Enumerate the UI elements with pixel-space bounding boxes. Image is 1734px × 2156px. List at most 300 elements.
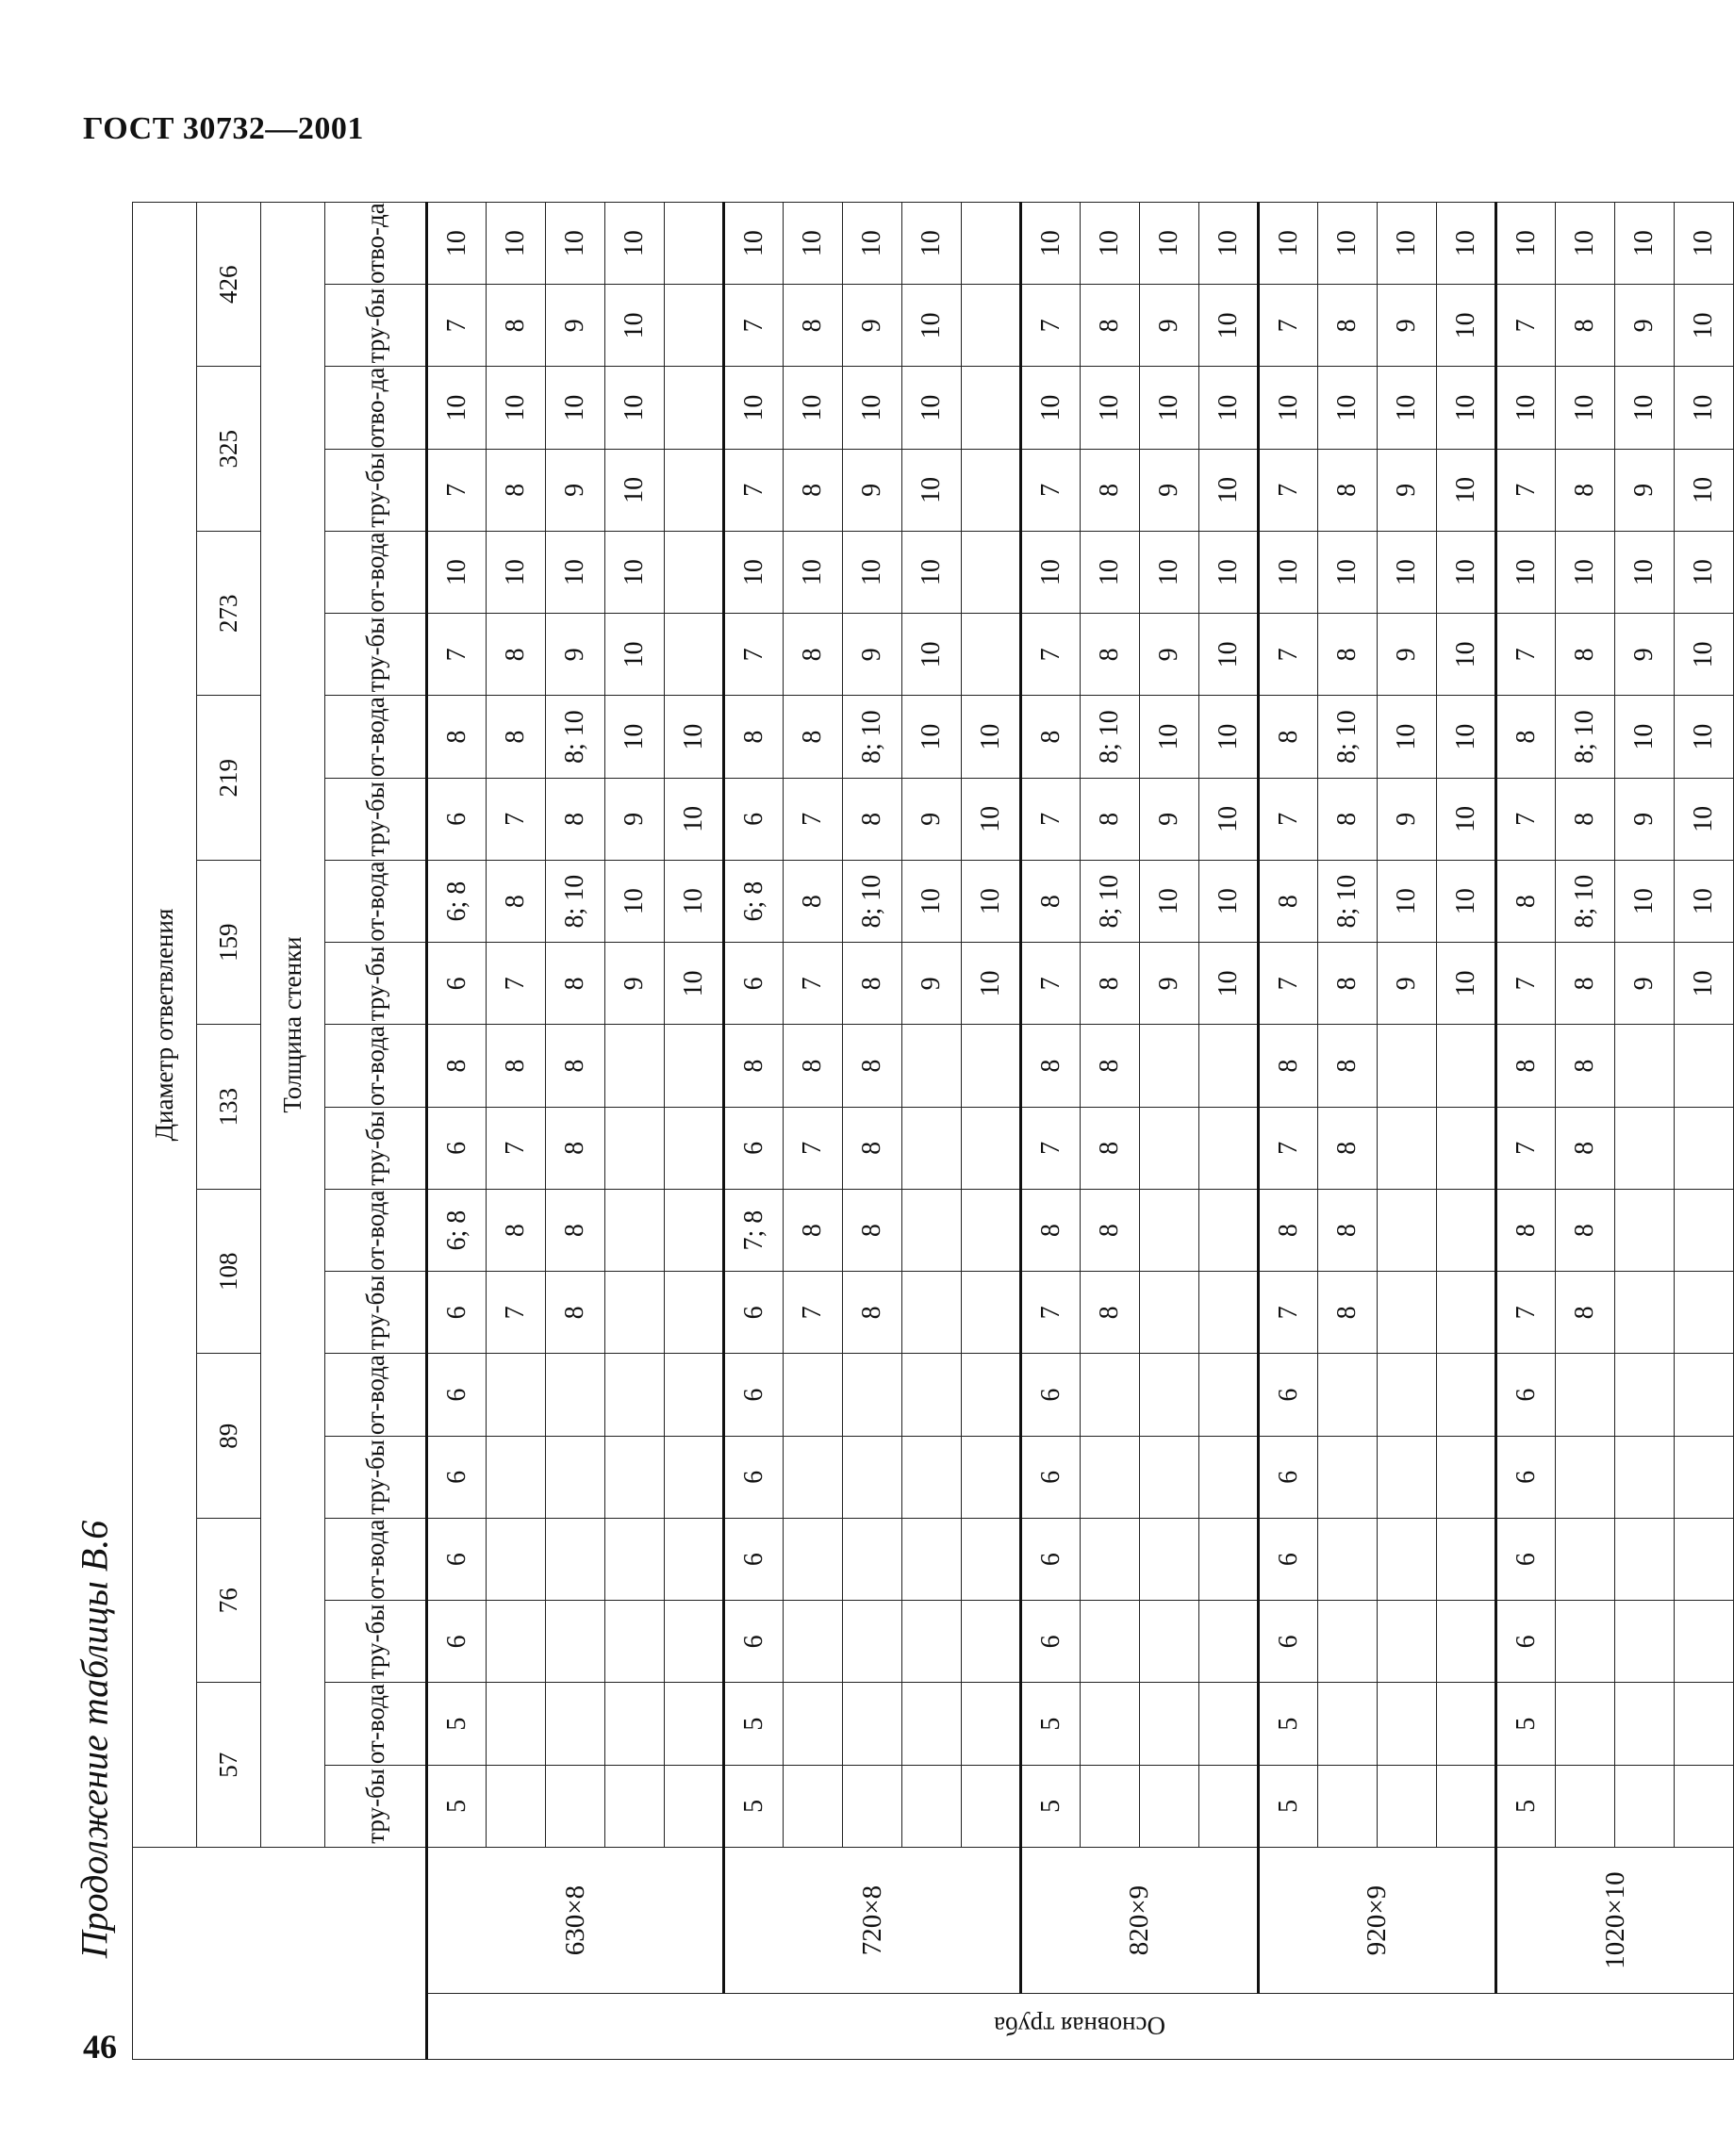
table-cell: 10 [1437, 778, 1496, 860]
table-cell: 10 [605, 614, 665, 696]
table-cell: 8 [1081, 1025, 1140, 1107]
table-cell [843, 1765, 902, 1847]
table-cell: 6; 8 [427, 861, 487, 943]
table-cell [1675, 1601, 1734, 1683]
table-cell: 6 [1021, 1436, 1081, 1518]
table-row [724, 203, 784, 2060]
table-cell [902, 1190, 962, 1272]
table-cell: 5 [1496, 1765, 1556, 1847]
table-cell: 9 [605, 778, 665, 860]
table-cell: 8 [1556, 1272, 1615, 1354]
table-cell [1140, 1025, 1199, 1107]
table-cell: 5 [1496, 1683, 1556, 1765]
table-cell: 10 [1378, 367, 1437, 449]
table-row [1259, 203, 1318, 2060]
table-cell: 6 [1259, 1436, 1318, 1518]
table-cell: 8 [487, 696, 546, 778]
table-row [665, 203, 724, 2060]
subheader-pipe: тру-бы [325, 1601, 427, 1683]
table-cell [1437, 1107, 1496, 1189]
table-cell: 10 [487, 532, 546, 614]
table-cell: 10 [665, 696, 724, 778]
table-cell: 7 [1496, 449, 1556, 531]
table-cell: 8 [546, 943, 605, 1025]
table-cell: 9 [1615, 614, 1675, 696]
table-cell: 9 [1378, 943, 1437, 1025]
table-cell: 10 [665, 943, 724, 1025]
table-cell: 7 [1021, 1107, 1081, 1189]
table-cell: 8 [1318, 943, 1378, 1025]
table-cell: 10 [605, 532, 665, 614]
table-cell [1378, 1519, 1437, 1601]
table-cell [1437, 1436, 1496, 1518]
table-cell: 10 [1021, 532, 1081, 614]
header-row-subheaders [325, 203, 427, 2060]
table-cell: 8 [1021, 861, 1081, 943]
table-cell [1675, 1354, 1734, 1436]
table-row [427, 203, 487, 2060]
table-cell: 10 [665, 861, 724, 943]
table-cell: 8; 10 [843, 861, 902, 943]
table-cell: 10 [1140, 861, 1199, 943]
diameter-325: 325 [197, 367, 261, 532]
table-cell: 8 [1556, 943, 1615, 1025]
page-number: 46 [83, 2028, 117, 2065]
table-cell: 8 [1081, 943, 1140, 1025]
table-cell: 9 [1140, 285, 1199, 367]
table-cell [1615, 1190, 1675, 1272]
subheader-pipe: тру-бы [325, 614, 427, 696]
table-cell: 7 [487, 1107, 546, 1189]
table-cell: 9 [546, 614, 605, 696]
document-header: ГОСТ 30732—2001 [83, 111, 364, 146]
diameter-159: 159 [197, 861, 261, 1026]
table-cell: 9 [902, 943, 962, 1025]
table-cell [962, 1272, 1021, 1354]
table-cell: 10 [1140, 203, 1199, 285]
table-cell [665, 1025, 724, 1107]
table-cell: 10 [1378, 696, 1437, 778]
table-cell: 10 [1437, 943, 1496, 1025]
table-cell [902, 1025, 962, 1107]
table-row [1378, 203, 1437, 2060]
wall-thickness-header: Толщина стенки [261, 203, 325, 1848]
table-cell: 8 [784, 696, 843, 778]
table-cell [784, 1601, 843, 1683]
table-cell: 8 [1318, 285, 1378, 367]
table-cell: 10 [1437, 532, 1496, 614]
table-cell: 6 [724, 1519, 784, 1601]
table-cell: 8 [1556, 1025, 1615, 1107]
table-cell [605, 1354, 665, 1436]
table-cell: 8 [843, 1272, 902, 1354]
table-cell: 10 [1021, 367, 1081, 449]
table-cell [1556, 1683, 1615, 1765]
table-cell [1675, 1272, 1734, 1354]
table-cell: 6 [1496, 1601, 1556, 1683]
table-cell: 10 [605, 696, 665, 778]
table-cell: 9 [1615, 943, 1675, 1025]
table-cell: 10 [1140, 532, 1199, 614]
table-cell [1199, 1025, 1259, 1107]
table-cell: 7 [487, 943, 546, 1025]
table-cell [902, 1601, 962, 1683]
table-cell: 7 [784, 778, 843, 860]
table-cell: 8 [1259, 696, 1318, 778]
diameter-273: 273 [197, 532, 261, 697]
table-cell [843, 1354, 902, 1436]
table-cell [962, 1601, 1021, 1683]
table-cell [1140, 1107, 1199, 1189]
table-row [1021, 203, 1081, 2060]
table-cell: 10 [427, 203, 487, 285]
table-cell: 10 [546, 203, 605, 285]
table-cell [665, 1601, 724, 1683]
table-cell [1615, 1272, 1675, 1354]
table-cell: 10 [1437, 861, 1496, 943]
table-cell: 7 [724, 449, 784, 531]
table-cell: 9 [1378, 285, 1437, 367]
main-pipe-size: 820×9 [1021, 1848, 1259, 1994]
table-cell [1140, 1436, 1199, 1518]
table-cell: 7 [1259, 1107, 1318, 1189]
subheader-bend: от-вода [325, 1190, 427, 1272]
table-cell: 8 [1318, 449, 1378, 531]
table-cell: 9 [1140, 778, 1199, 860]
table-cell [487, 1765, 546, 1847]
diameter-133: 133 [197, 1025, 261, 1190]
table-cell: 8 [1021, 1025, 1081, 1107]
table-cell: 10 [902, 203, 962, 285]
table-row [1556, 203, 1615, 2060]
table-cell: 8; 10 [546, 696, 605, 778]
table-cell: 10 [1259, 367, 1318, 449]
table-cell [1378, 1190, 1437, 1272]
table-cell: 8 [1496, 861, 1556, 943]
table-cell: 10 [1199, 861, 1259, 943]
table-cell: 9 [1140, 614, 1199, 696]
table-cell: 10 [1199, 532, 1259, 614]
table-cell: 10 [902, 861, 962, 943]
diameter-219: 219 [197, 696, 261, 861]
table-cell: 10 [1675, 449, 1734, 531]
table-cell: 10 [902, 285, 962, 367]
table-cell [1675, 1025, 1734, 1107]
table-cell: 10 [1378, 203, 1437, 285]
table-cell: 7 [784, 1272, 843, 1354]
table-cell [902, 1354, 962, 1436]
table-cell: 9 [1615, 778, 1675, 860]
table-cell [1556, 1436, 1615, 1518]
table-cell: 6 [427, 1436, 487, 1518]
table-cell [962, 1025, 1021, 1107]
table-cell [487, 1683, 546, 1765]
table-cell: 10 [962, 778, 1021, 860]
table-row [1496, 203, 1556, 2060]
table-cell: 7 [1021, 285, 1081, 367]
table-cell: 8 [546, 1107, 605, 1189]
table-cell: 7 [487, 778, 546, 860]
table-cell: 10 [902, 449, 962, 531]
table-cell [1140, 1272, 1199, 1354]
table-cell [1378, 1601, 1437, 1683]
table-cell [665, 1765, 724, 1847]
table-cell: 9 [1615, 285, 1675, 367]
table-cell: 10 [1259, 203, 1318, 285]
table-cell [1199, 1601, 1259, 1683]
table-cell [1199, 1272, 1259, 1354]
table-cell [1437, 1190, 1496, 1272]
branch-diameter-header: Диаметр ответвления [133, 203, 197, 1848]
table-cell [665, 1107, 724, 1189]
table-cell: 7 [1259, 1272, 1318, 1354]
table-cell: 8; 10 [1318, 861, 1378, 943]
table-cell [784, 1519, 843, 1601]
table-cell: 8 [724, 696, 784, 778]
table-cell [1675, 1190, 1734, 1272]
table-cell: 8 [427, 1025, 487, 1107]
table-cell: 6 [724, 1272, 784, 1354]
table-cell: 8; 10 [546, 861, 605, 943]
table-cell: 8; 10 [843, 696, 902, 778]
table-cell: 6 [1021, 1519, 1081, 1601]
table-cell: 8 [843, 943, 902, 1025]
table-cell: 10 [1675, 614, 1734, 696]
table-cell: 8 [487, 614, 546, 696]
table-cell [1199, 1519, 1259, 1601]
table-cell: 10 [1675, 778, 1734, 860]
table-cell [605, 1601, 665, 1683]
table-cell: 8 [1318, 1272, 1378, 1354]
table-row [1437, 203, 1496, 2060]
table-cell: 10 [487, 367, 546, 449]
table-cell: 10 [1437, 285, 1496, 367]
table-cell [1318, 1519, 1378, 1601]
table-cell: 7 [1021, 614, 1081, 696]
table-cell [605, 1025, 665, 1107]
table-row [1615, 203, 1675, 2060]
table-cell: 7 [1021, 449, 1081, 531]
table-cell [1199, 1765, 1259, 1847]
table-cell: 10 [1199, 614, 1259, 696]
table-cell: 10 [902, 696, 962, 778]
corner-cell [133, 1848, 427, 2060]
table-cell: 10 [1259, 532, 1318, 614]
table-cell: 8 [1081, 285, 1140, 367]
table-cell [1081, 1436, 1140, 1518]
table-cell: 6 [1021, 1601, 1081, 1683]
table-cell [1615, 1107, 1675, 1189]
table-cell: 10 [902, 614, 962, 696]
table-cell: 10 [962, 861, 1021, 943]
table-cell [962, 1107, 1021, 1189]
table-cell: 5 [1259, 1765, 1318, 1847]
table-cell: 10 [1437, 367, 1496, 449]
table-cell: 10 [962, 696, 1021, 778]
subheader-pipe: тру-бы [325, 449, 427, 531]
table-cell [902, 1107, 962, 1189]
table-cell: 5 [1259, 1683, 1318, 1765]
table-cell: 8 [843, 1025, 902, 1107]
table-cell [487, 1436, 546, 1518]
table-cell: 10 [724, 532, 784, 614]
table-cell: 7 [1259, 614, 1318, 696]
table-cell: 9 [546, 285, 605, 367]
table-cell: 6 [724, 943, 784, 1025]
table-cell [487, 1519, 546, 1601]
table-cell [1437, 1765, 1496, 1847]
table-cell: 10 [1675, 696, 1734, 778]
table-cell: 8 [1556, 614, 1615, 696]
table-cell: 8 [1556, 449, 1615, 531]
table-cell [962, 1519, 1021, 1601]
table-row [1318, 203, 1378, 2060]
table-cell [665, 285, 724, 367]
table-cell: 8 [843, 1190, 902, 1272]
table-cell: 10 [1199, 367, 1259, 449]
subheader-bend: от-вода [325, 861, 427, 943]
table-cell: 7 [1021, 778, 1081, 860]
table-cell [962, 1683, 1021, 1765]
table-cell [1437, 1683, 1496, 1765]
table-cell [1675, 1519, 1734, 1601]
table-cell [1081, 1683, 1140, 1765]
table-cell: 5 [427, 1765, 487, 1847]
table-cell [1378, 1107, 1437, 1189]
table-cell: 10 [1378, 861, 1437, 943]
table-cell [546, 1601, 605, 1683]
table-cell: 10 [1675, 532, 1734, 614]
table-cell: 6 [724, 1601, 784, 1683]
table-cell: 6 [724, 1107, 784, 1189]
table-cell: 8; 10 [1318, 696, 1378, 778]
table-cell: 6 [724, 1354, 784, 1436]
table-cell: 6 [1021, 1354, 1081, 1436]
table-cell: 8 [784, 861, 843, 943]
table-cell: 10 [1199, 778, 1259, 860]
table-cell: 10 [1318, 532, 1378, 614]
table-cell [843, 1683, 902, 1765]
diameter-108: 108 [197, 1190, 261, 1355]
table-cell [546, 1436, 605, 1518]
table-cell: 5 [724, 1683, 784, 1765]
table-cell: 9 [1140, 449, 1199, 531]
table-cell: 8 [1021, 696, 1081, 778]
table-cell: 6 [427, 1601, 487, 1683]
table-cell [1318, 1683, 1378, 1765]
table-cell [1437, 1601, 1496, 1683]
table-cell: 6; 8 [427, 1190, 487, 1272]
table-cell: 8 [1318, 614, 1378, 696]
table-cell: 8 [1496, 696, 1556, 778]
table-cell: 6 [427, 1354, 487, 1436]
table-cell: 9 [843, 285, 902, 367]
table-cell: 10 [1199, 943, 1259, 1025]
table-cell [1378, 1683, 1437, 1765]
table-rotation-host [132, 202, 1719, 2060]
table-cell [962, 1190, 1021, 1272]
table-cell: 6 [1259, 1519, 1318, 1601]
table-cell: 10 [843, 203, 902, 285]
table-cell [1675, 1683, 1734, 1765]
table-cell: 8 [1081, 449, 1140, 531]
subheader-pipe: тру-бы [325, 1436, 427, 1518]
subheader-bend: от-вода [325, 696, 427, 778]
table-cell [843, 1436, 902, 1518]
table-cell: 10 [1615, 203, 1675, 285]
table-row [487, 203, 546, 2060]
subheader-pipe: тру-бы [325, 1765, 427, 1847]
table-cell: 10 [1199, 449, 1259, 531]
table-cell: 8 [1318, 1107, 1378, 1189]
table-cell [1615, 1436, 1675, 1518]
table-cell [605, 1519, 665, 1601]
table-cell [902, 1683, 962, 1765]
table-cell [1675, 1436, 1734, 1518]
diameter-57: 57 [197, 1683, 261, 1848]
table-cell: 10 [1318, 203, 1378, 285]
table-cell [1081, 1519, 1140, 1601]
table-cell: 10 [427, 367, 487, 449]
table-cell [605, 1683, 665, 1765]
table-cell: 10 [784, 203, 843, 285]
table-body [427, 203, 1734, 2060]
table-cell [1140, 1519, 1199, 1601]
table-cell [962, 285, 1021, 367]
table-cell: 10 [605, 367, 665, 449]
table-cell: 10 [1081, 203, 1140, 285]
table-cell: 8 [1081, 1272, 1140, 1354]
main-pipe-size: 630×8 [427, 1848, 724, 1994]
table-cell: 7 [1021, 1272, 1081, 1354]
diameter-426: 426 [197, 203, 261, 368]
subheader-bend: от-вода [325, 1025, 427, 1107]
table-cell [1378, 1025, 1437, 1107]
table-cell: 7 [724, 285, 784, 367]
table-cell [1615, 1601, 1675, 1683]
table-cell [1556, 1354, 1615, 1436]
table-cell: 8 [1496, 1025, 1556, 1107]
table-cell: 8; 10 [1556, 861, 1615, 943]
table-row [1081, 203, 1140, 2060]
table-cell: 7; 8 [724, 1190, 784, 1272]
table-cell: 8 [784, 614, 843, 696]
table-cell [665, 614, 724, 696]
table-cell [1378, 1272, 1437, 1354]
table-cell [1615, 1354, 1675, 1436]
table-cell [665, 449, 724, 531]
table-cell: 10 [1675, 285, 1734, 367]
table-cell [605, 1107, 665, 1189]
table-cell: 8 [1318, 778, 1378, 860]
table-cell: 10 [1615, 861, 1675, 943]
table-cell: 5 [427, 1683, 487, 1765]
table-cell: 10 [605, 861, 665, 943]
table-cell: 8 [1556, 1190, 1615, 1272]
table-cell: 7 [427, 285, 487, 367]
table-cell [665, 1683, 724, 1765]
table-cell [1081, 1765, 1140, 1847]
table-cell: 7 [1259, 943, 1318, 1025]
table-cell [962, 614, 1021, 696]
subheader-pipe: тру-бы [325, 1272, 427, 1354]
table-cell: 10 [1556, 532, 1615, 614]
header-row-branch [133, 203, 197, 2060]
table-row [1675, 203, 1734, 2060]
table-cell [1615, 1765, 1675, 1847]
table-cell: 10 [1437, 449, 1496, 531]
table-cell: 6 [724, 1436, 784, 1518]
